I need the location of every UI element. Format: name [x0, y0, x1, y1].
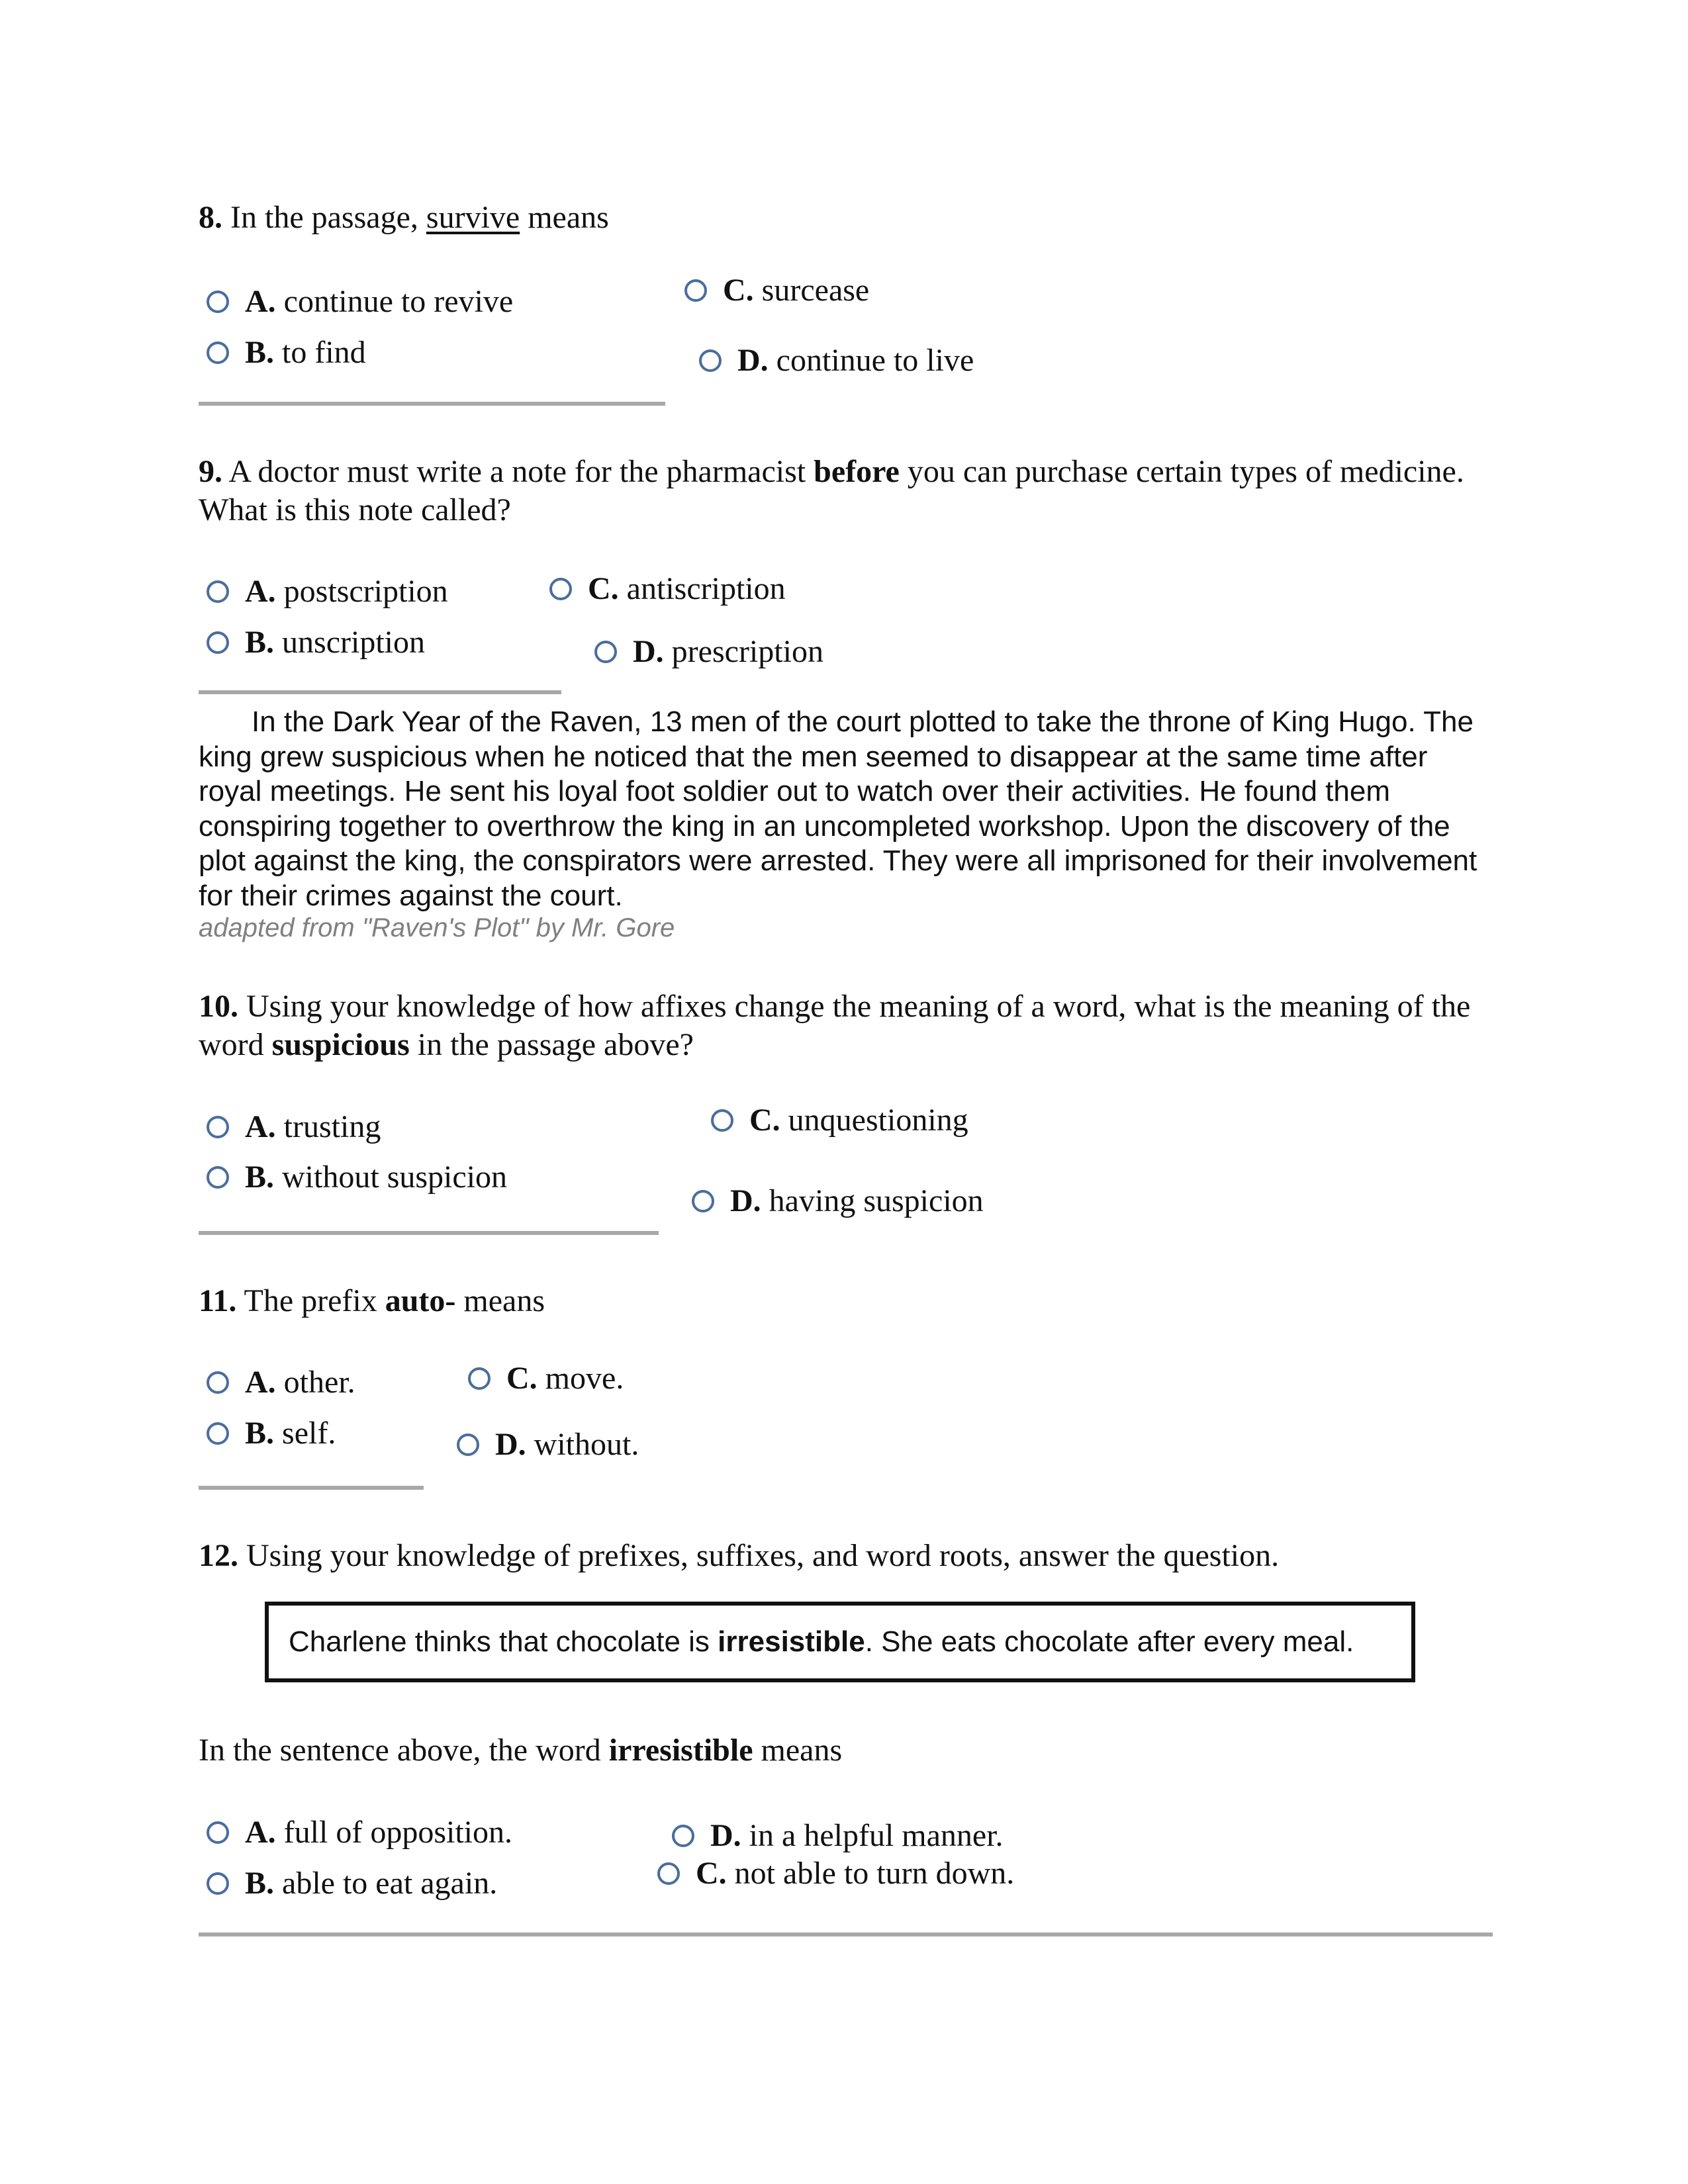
- question-text: A doctor must write a note for the pharmacist: [228, 454, 806, 489]
- question-text: Using your knowledge of prefixes, suffixes, and word roots, answer the question.: [246, 1538, 1280, 1573]
- question-12-stem: In the sentence above, the word irresistible means: [199, 1733, 843, 1768]
- passage-source: adapted from "Raven's Plot" by Mr. Gore: [199, 913, 675, 942]
- question-number: 9.: [199, 454, 222, 489]
- divider: [199, 1231, 659, 1235]
- q11-option-d[interactable]: D. without.: [457, 1426, 639, 1463]
- q11-option-c[interactable]: C. move.: [468, 1360, 624, 1397]
- radio-button[interactable]: [672, 1825, 694, 1847]
- radio-button[interactable]: [207, 341, 229, 364]
- question-keyword: before: [814, 454, 900, 489]
- radio-button[interactable]: [692, 1190, 714, 1212]
- question-9: [199, 453, 1496, 529]
- radio-button[interactable]: [594, 641, 617, 663]
- radio-button[interactable]: [207, 631, 229, 654]
- radio-button[interactable]: [684, 279, 707, 302]
- q12-option-a[interactable]: A. full of opposition.: [207, 1814, 512, 1851]
- radio-button[interactable]: [207, 1821, 229, 1844]
- question-text: in the passage above?: [417, 1027, 694, 1062]
- q9-option-a[interactable]: A. postscription: [207, 573, 448, 610]
- radio-button[interactable]: [699, 349, 722, 372]
- question-number: 10.: [199, 989, 238, 1024]
- radio-button[interactable]: [468, 1367, 491, 1390]
- question-text: Using your knowledge of how affixes change the meaning of a word, what is the meaning of the word: [199, 989, 1471, 1062]
- radio-button[interactable]: [711, 1109, 733, 1132]
- divider: [199, 1486, 424, 1490]
- q12-option-c[interactable]: C. not able to turn down.: [657, 1855, 1014, 1892]
- radio-button[interactable]: [549, 578, 572, 600]
- radio-button[interactable]: [207, 1116, 229, 1138]
- q11-option-a[interactable]: A. other.: [207, 1364, 355, 1401]
- radio-button[interactable]: [207, 1166, 229, 1189]
- q8-option-a[interactable]: A. continue to revive: [207, 283, 513, 320]
- radio-button[interactable]: [657, 1862, 680, 1885]
- question-number: 11.: [199, 1283, 237, 1318]
- question-text: The prefix: [244, 1283, 377, 1318]
- question-keyword: irresistible: [608, 1733, 753, 1768]
- q10-option-b[interactable]: B. without suspicion: [207, 1159, 507, 1196]
- q9-option-d[interactable]: D. prescription: [594, 633, 823, 670]
- question-12: [199, 1537, 1279, 1575]
- radio-button[interactable]: [207, 580, 229, 603]
- q8-option-c[interactable]: C. surcease: [684, 272, 869, 309]
- box-keyword: irresistible: [718, 1625, 865, 1658]
- q9-option-c[interactable]: C. antiscription: [549, 570, 786, 608]
- question-keyword: survive: [426, 200, 520, 235]
- question-text: you can purchase certain types of medicine. What is this note called?: [199, 454, 1464, 527]
- question-keyword: auto-: [385, 1283, 456, 1318]
- question-11: [199, 1282, 545, 1320]
- question-number: 12.: [199, 1538, 238, 1573]
- radio-button[interactable]: [457, 1433, 479, 1456]
- q9-option-b[interactable]: B. unscription: [207, 624, 425, 661]
- question-8: [199, 199, 609, 237]
- q10-option-c[interactable]: C. unquestioning: [711, 1102, 968, 1139]
- question-number: 8.: [199, 200, 222, 235]
- question-keyword: suspicious: [271, 1027, 410, 1062]
- question-text: means: [463, 1283, 545, 1318]
- divider: [199, 1933, 1493, 1936]
- reading-passage: In the Dark Year of the Raven, 13 men of the court plotted to take the throne of King Hugo. The king grew suspicious when he noticed that the men seemed to disappear at the same time after royal meetings. He sent his loyal foot soldier out to watch over their activities. He found them conspiring together to overthrow the king in an uncompleted workshop. Upon the discovery of the plot against the king, the conspirators were arrested. They were all imprisoned for their involvement for their crimes against the court.: [199, 705, 1477, 912]
- q12-option-b[interactable]: B. able to eat again.: [207, 1865, 497, 1902]
- q10-option-d[interactable]: D. having suspicion: [692, 1183, 984, 1220]
- radio-button[interactable]: [207, 291, 229, 313]
- example-sentence-box: Charlene thinks that chocolate is irresistible . She eats chocolate after every meal.: [265, 1602, 1415, 1682]
- radio-button[interactable]: [207, 1371, 229, 1394]
- q12-option-d[interactable]: D. in a helpful manner.: [672, 1817, 1004, 1854]
- divider: [199, 402, 665, 406]
- q10-option-a[interactable]: A. trusting: [207, 1109, 381, 1146]
- radio-button[interactable]: [207, 1872, 229, 1895]
- divider: [199, 690, 561, 694]
- question-10: [199, 987, 1496, 1064]
- q8-option-d[interactable]: D. continue to live: [699, 342, 974, 379]
- q8-option-b[interactable]: B. to find: [207, 334, 366, 371]
- radio-button[interactable]: [207, 1422, 229, 1445]
- q11-option-b[interactable]: B. self.: [207, 1415, 336, 1452]
- question-text: In the passage,: [230, 200, 418, 235]
- question-text: means: [528, 200, 609, 235]
